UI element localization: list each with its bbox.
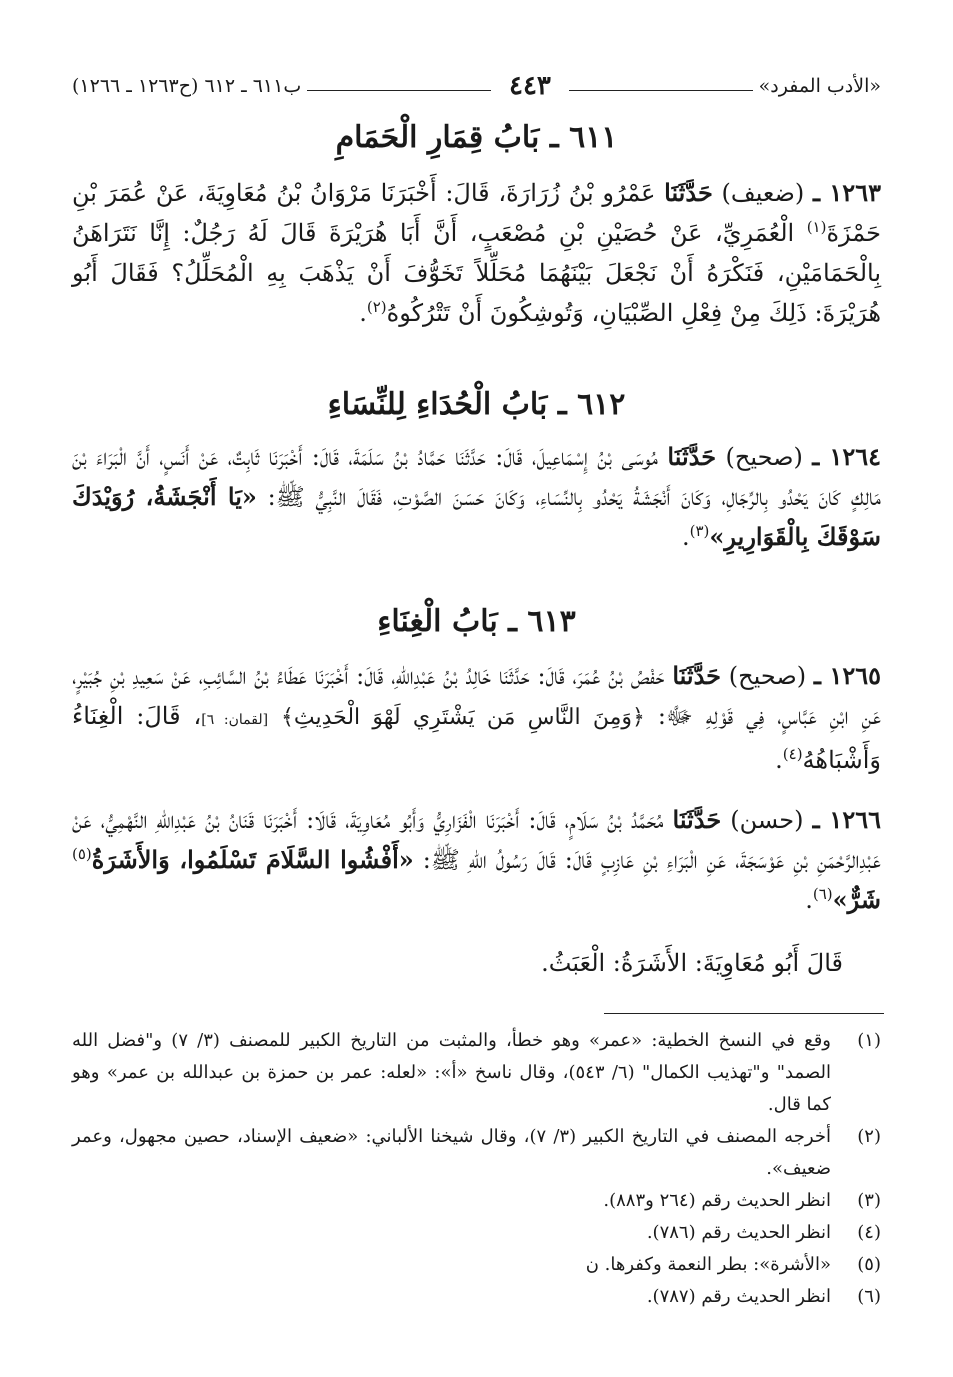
hadith-1265: [72, 656, 881, 780]
chapter-title: ٦١١ ـ بَابُ قِمَارِ الْحَمَامِ: [335, 120, 618, 155]
hadith-text: الْعُمَرِيِّ، عَنْ حُصَيْنِ بْنِ مُصْعَبٍ، أَنَّ أَبَا هُرَيْرَةَ قَالَ لَهُ رَجُلٌ: إِنَّا نَتَرَاهَنُ بِالْحَمَامَيْنِ، فَنَكْرَهُ أَنْ نَجْعَلَ بَيْنَهُمَا مُحَلِّلاً تَخَوُّفَ أَنْ يَذْهَبَ بِهِ الْمُحَلِّلُ؟ فَقَالَ أَبُو هُرَيْرَةَ: ذَلِكَ مِنْ فِعْلِ الصِّبْيَانِ، وَتُوشِكُونَ أَنْ تَتْرُكُوهُ: [72, 219, 881, 327]
quran-verse: ﴿وَمِنَ النَّاسِ مَن يَشْتَرِي لَهْوَ الْحَدِيثِ﴾: [280, 705, 645, 730]
hadith-number: ١٢٦٦ ـ: [812, 805, 881, 834]
footnote-number: (٦): [857, 1286, 881, 1307]
footnote-text: «الأشرة»: بطر النعمة وكفرها. ن: [585, 1254, 831, 1275]
chapter-title: ٦١٣ ـ بَابُ الْغِنَاءِ: [377, 604, 576, 639]
hadith-end: .: [805, 886, 813, 914]
hadith-note: قَالَ أَبُو مُعَاوِيَةَ: الأَشَرَةُ: الْعَبَثُ.: [541, 949, 843, 977]
haddathana-word: حَدَّثَنَا: [672, 661, 721, 690]
hadith-end: .: [775, 746, 783, 774]
footnote-text: انظر الحديث رقم (٢٦٤ و٨٨٣).: [603, 1190, 831, 1211]
footnote-ref[interactable]: (٤): [782, 745, 803, 763]
footnote-number: (٤): [857, 1222, 881, 1243]
hadith-1266: [72, 800, 881, 920]
footnote-item: [72, 1025, 881, 1121]
header-range: ب٦١١ ـ ٦١٢ (ح١٢٦٣ ـ ١٢٦٦): [71, 75, 302, 97]
footnote-separator: [604, 1013, 884, 1014]
haddathana-word: حَدَّثَنَا: [664, 178, 713, 207]
footnote-text: وقع في النسخ الخطية: «عمر» وهو خطأ، والمثبت من التاريخ الكبير للمصنف (٣/ ٧) و"فضل الله الصمد" و"تهذيب الكمال" (٦/ ٥٤٣)، وقال ناسخ «أ»: «لعله: عمر بن حمزة بن عبدالله بن عمر» وهو كما قال.: [72, 1030, 831, 1115]
hadith-text: عَمْرُو بْنُ زُرَارَةَ، قَالَ: أَخْبَرَنَا مَرْوَانُ بْنُ مُعَاوِيَةَ، عَنْ عُمَرَ بْنِ حَمْزَةَ: [72, 179, 881, 247]
hadith-text: مُوسَى بْنُ إِسْمَاعِيلَ، قَالَ: حَدَّثَنَا حَمَّادُ بْنُ سَلَمَةَ، قَالَ: أَخْبَرَنَا ثَابِتٌ، عَنْ أَنَسٍ، أَنَّ الْبَرَاءَ بْنَ مَالِكٍ كَانَ يَحْدُو بِالرِّجَالِ، وَكَانَ أَنْجَشَةُ يَحْدُو بِالنِّسَاءِ، وَكَانَ حَسَنَ الصَّوْتِ، فَقَالَ النَّبِيُّ ﷺ:: [72, 443, 881, 511]
header-rule: [307, 89, 491, 91]
prophet-quote: «يَا أَنْجَشَةُ، رُوَيْدَكَ سَوْقَكَ بِالْقَوَارِيرِ»: [72, 482, 881, 551]
hadith-number: ١٢٦٣ ـ: [812, 178, 881, 207]
hadith-grade: (صحيح): [728, 662, 807, 690]
footnote-number: (٣): [857, 1190, 881, 1211]
footnote-number: (٢): [857, 1126, 881, 1147]
footnote-item: [72, 1217, 881, 1249]
haddathana-word: حَدَّثَنَا: [667, 442, 717, 471]
hadith-1263: [72, 173, 881, 333]
footnote-ref[interactable]: (٦): [812, 885, 833, 903]
header-rule: [569, 89, 753, 91]
footnote-number: (٥): [857, 1254, 881, 1275]
chapter-title: ٦١٢ ـ بَابُ الْحُدَاءِ لِلنِّسَاءِ: [327, 387, 626, 422]
hadith-end: .: [359, 299, 367, 327]
hadith-number: ١٢٦٥ ـ: [813, 661, 881, 690]
prophet-quote: «أَفْشُوا السَّلَامَ تَسْلَمُوا، وَالأَشَرَةُ: [91, 845, 414, 874]
hadith-1264: [72, 437, 881, 557]
footnote-ref[interactable]: (٥): [72, 845, 92, 863]
footnote-text: انظر الحديث رقم (٧٨٦).: [646, 1222, 831, 1243]
book-title: «الأدب المفرد»: [758, 75, 881, 97]
prophet-quote: شَرٌّ»: [832, 885, 881, 914]
footnote-ref[interactable]: (٣): [689, 522, 710, 540]
footnotes: [72, 1025, 881, 1313]
footnote-item: [72, 1281, 881, 1313]
footnote-item: [72, 1185, 881, 1217]
footnote-ref[interactable]: (١): [806, 218, 827, 236]
footnote-number: (١): [857, 1030, 881, 1051]
quran-reference: [لقمان: ٦]: [201, 712, 269, 728]
haddathana-word: حَدَّثَنَا: [672, 805, 722, 834]
footnote-text: أخرجه المصنف في التاريخ الكبير (٣/ ٧)، وقال شيخنا الألباني: «ضعيف الإسناد، حصين مجهول، وعمر ضعيف».: [72, 1126, 831, 1179]
hadith-text: مُحَمَّدُ بْنُ سَلَامٍ، قَالَ: أَخْبَرَنَا الْفَزَارِيُّ وَأَبُو مُعَاوِيَةَ، قَالَا: أَخْبَرَنَا قَنَانُ بْنُ عَبْدِاللهِ النَّهْمِيُّ، عَنْ عَبْدِالرَّحْمَنِ بْنِ عَوْسَجَةَ، عَنِ الْبَرَاءِ بْنِ عَازِبٍ قَالَ: قَالَ رَسُولُ اللهِ ﷺ:: [72, 806, 881, 874]
hadith-number: ١٢٦٤ ـ: [812, 442, 881, 471]
hadith-grade: (ضعيف): [721, 179, 805, 207]
footnote-text: انظر الحديث رقم (٧٨٧).: [646, 1286, 831, 1307]
hadith-grade: (حسن): [730, 806, 804, 834]
footnote-ref[interactable]: (٢): [366, 298, 387, 316]
footnote-item: [72, 1249, 881, 1281]
page-header: [72, 68, 881, 104]
hadith-end: .: [681, 523, 690, 551]
footnote-item: [72, 1121, 881, 1185]
hadith-text: حَفْصُ بْنُ عُمَرَ، قَالَ: حَدَّثَنَا خَالِدُ بْنُ عَبْدِاللهِ، قَالَ: أَخْبَرَنَا عَطَاءُ بْنُ السَّائِبِ، عَنْ سَعِيدِ بْنِ جُبَيْرٍ، عَنِ ابْنِ عَبَّاسٍ، فِي قَوْلِهِ ﷻ:: [72, 662, 882, 730]
page-number: ٤٤٣: [508, 71, 551, 101]
hadith-text: ، قَالَ: الْغِنَاءُ وَأَشْبَاهُهُ: [72, 702, 881, 774]
hadith-grade: (صحيح): [725, 443, 803, 471]
